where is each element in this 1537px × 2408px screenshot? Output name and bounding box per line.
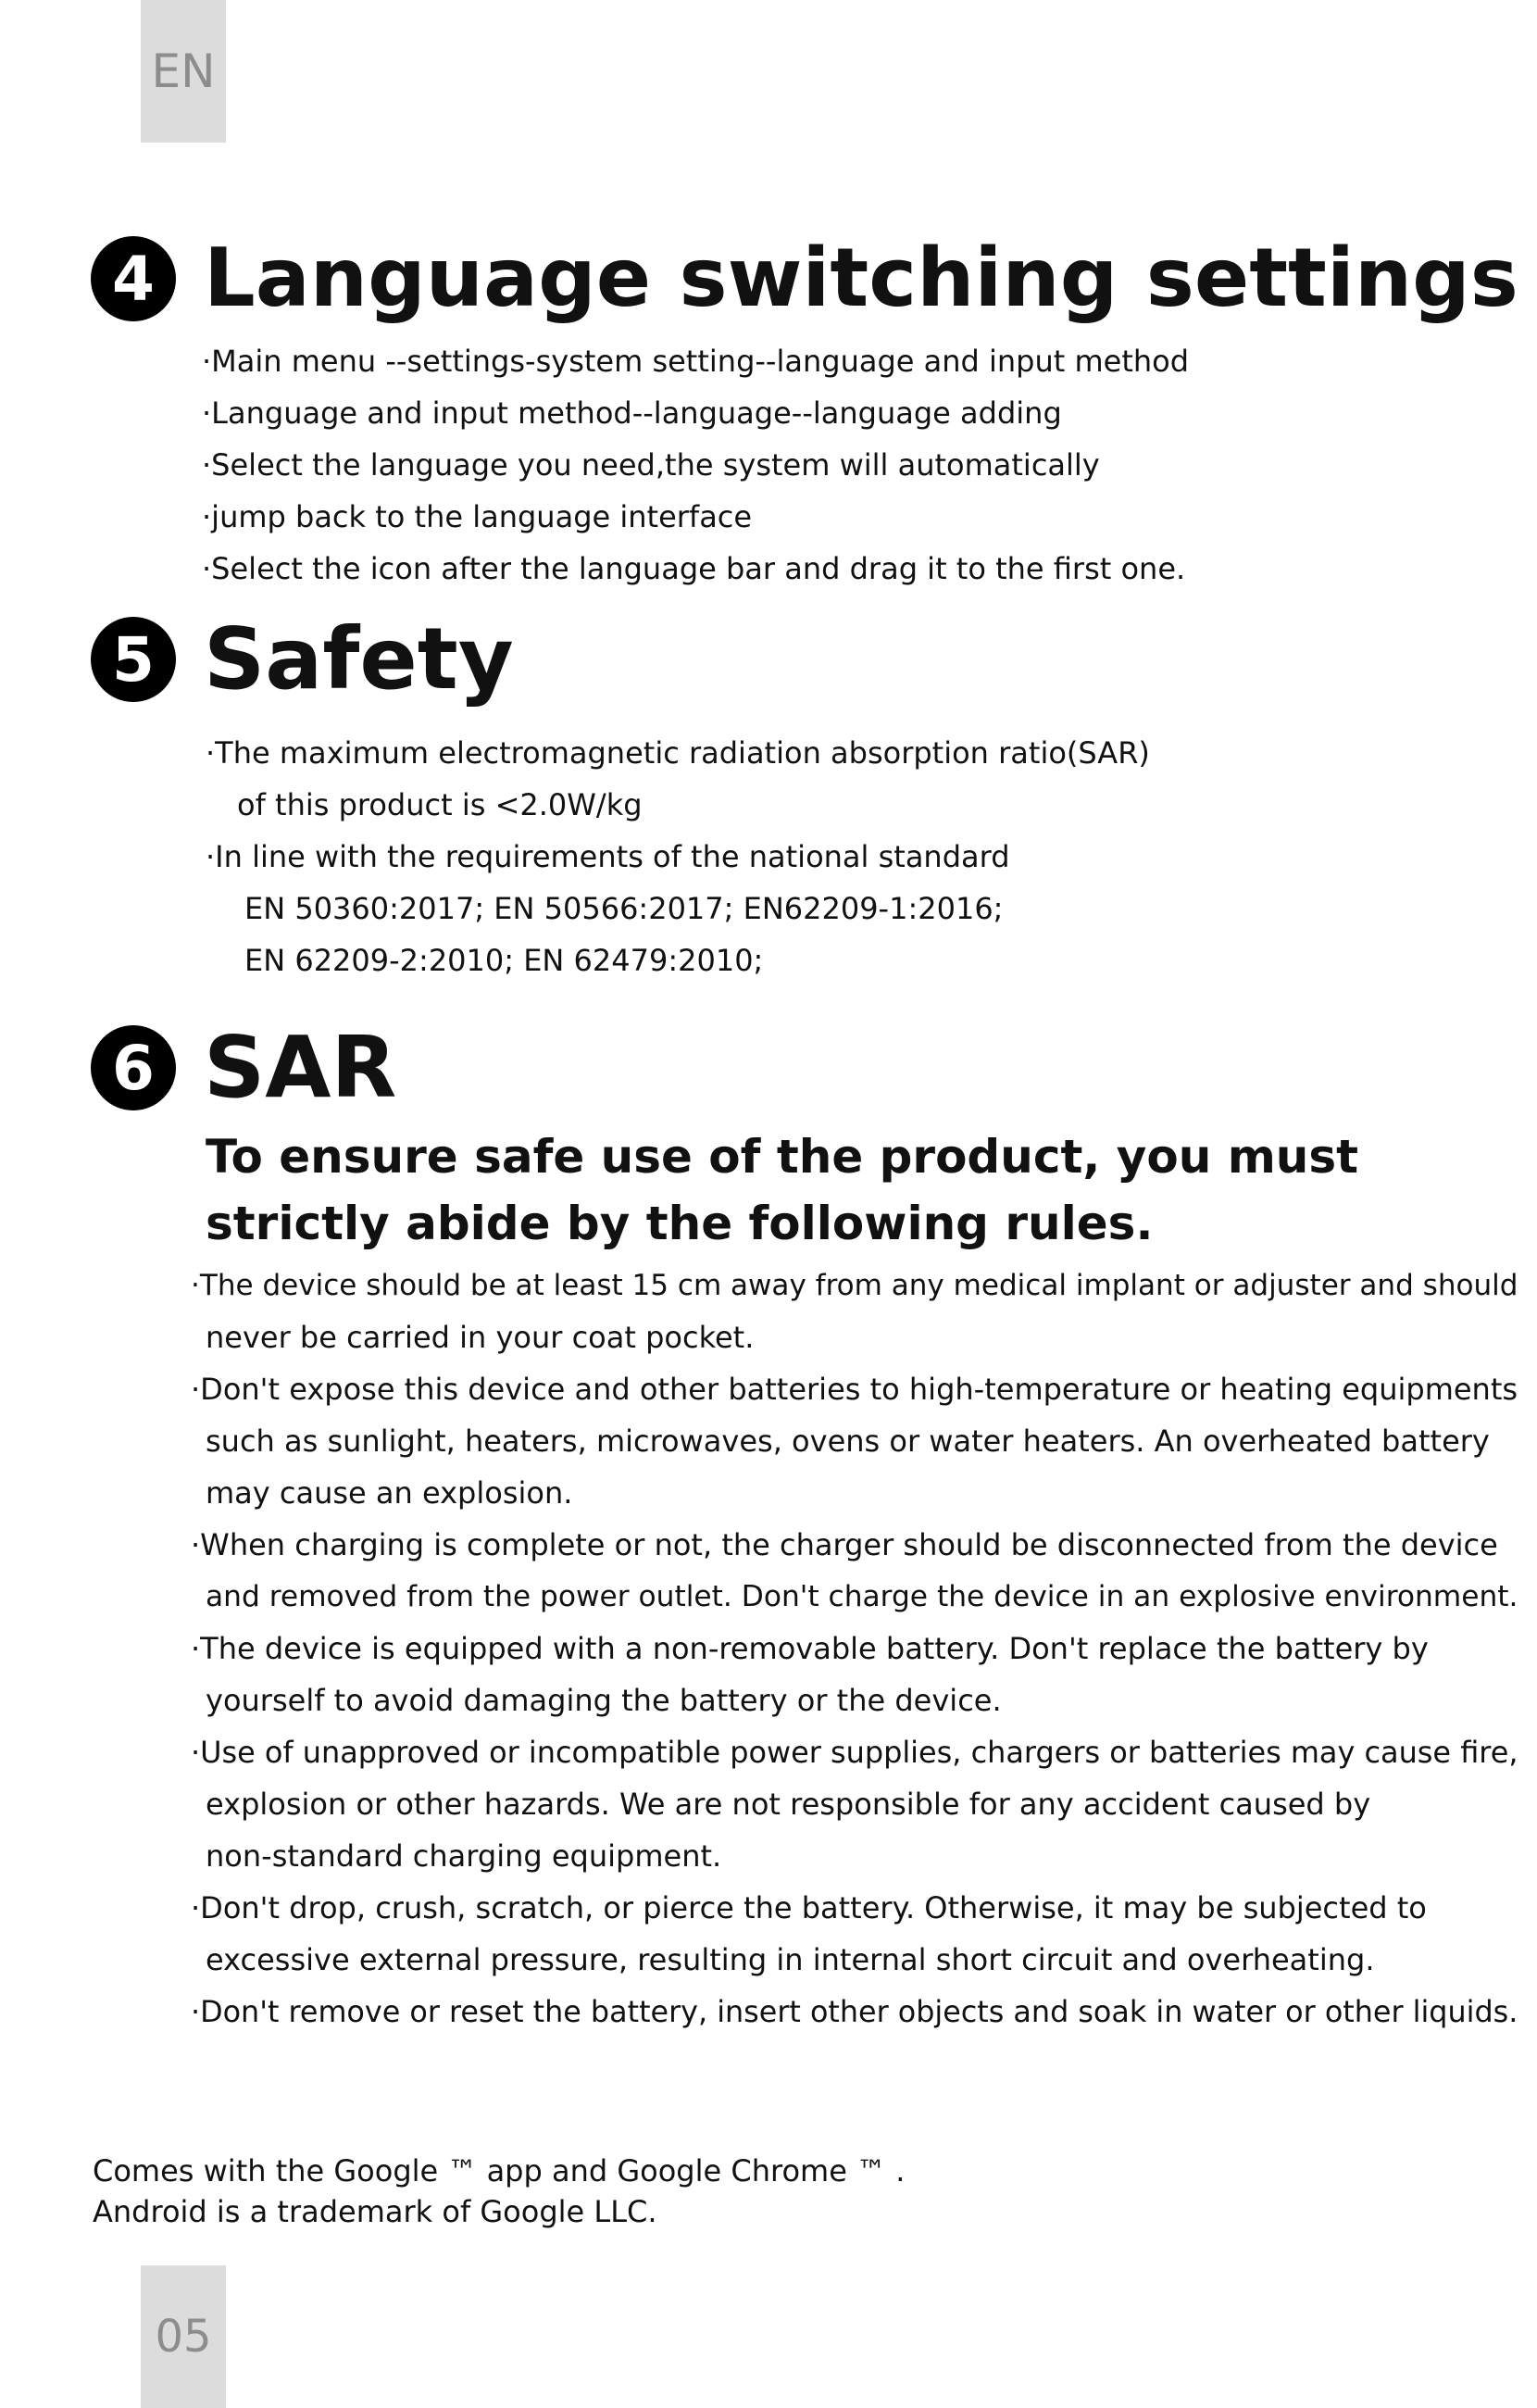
- page-number: 05: [141, 2265, 226, 2408]
- list-item: such as sunlight, heaters, microwaves, ovens or water heaters. An overheated battery: [206, 1423, 1490, 1459]
- list-item: may cause an explosion.: [206, 1475, 573, 1511]
- sar-subtitle: [206, 1123, 1358, 1257]
- language-tab: EN: [141, 0, 226, 143]
- footer-trademark: [93, 2151, 905, 2232]
- list-item: ·When charging is complete or not, the charger should be disconnected from the device: [191, 1527, 1498, 1562]
- list-item: ·In line with the requirements of the national standard: [206, 839, 1010, 874]
- list-item: and removed from the power outlet. Don't charge the device in an explosive environment.: [206, 1580, 1518, 1613]
- list-item: non-standard charging equipment.: [206, 1838, 722, 1874]
- list-item: ·Don't expose this device and other batteries to high-temperature or heating equipments: [191, 1372, 1518, 1407]
- list-item: of this product is <2.0W/kg: [237, 787, 643, 822]
- list-item: ·The maximum electromagnetic radiation absorption ratio(SAR): [206, 735, 1150, 771]
- list-item: ·jump back to the language interface: [202, 499, 753, 534]
- list-item: EN 62209-2:2010; EN 62479:2010;: [244, 943, 764, 978]
- list-item: yourself to avoid damaging the battery or the device.: [206, 1683, 1002, 1718]
- list-item: ·The device should be at least 15 cm away from any medical implant or adjuster and should: [191, 1269, 1518, 1302]
- list-item: ·Use of unapproved or incompatible power supplies, chargers or batteries may cause fire,: [191, 1735, 1518, 1770]
- list-item: ·Don't remove or reset the battery, insert other objects and soak in water or other liquids.: [191, 1994, 1518, 2029]
- footer-line: Comes with the Google ™ app and Google Chrome ™ .: [93, 2153, 906, 2189]
- list-item: EN 50360:2017; EN 50566:2017; EN62209-1:2016;: [244, 891, 1004, 926]
- list-item: ·Select the icon after the language bar and drag it to the first one.: [202, 551, 1186, 586]
- section-title-language-switching: Language switching settings: [204, 231, 1518, 326]
- list-item: ·Main menu --settings-system setting--language and input method: [202, 344, 1190, 379]
- section-number-6: 6: [91, 1025, 176, 1110]
- list-item: ·Don't drop, crush, scratch, or pierce the battery. Otherwise, it may be subjected to: [191, 1890, 1427, 1925]
- section-6-header: [91, 1018, 397, 1117]
- section-5-header: [91, 609, 514, 709]
- section-number-4: 4: [91, 236, 176, 321]
- list-item: ·The device is equipped with a non-removable battery. Don't replace the battery by: [191, 1631, 1429, 1666]
- list-item: explosion or other hazards. We are not responsible for any accident caused by: [206, 1787, 1371, 1822]
- sar-subtitle-line: To ensure safe use of the product, you must: [206, 1130, 1359, 1184]
- list-item: ·Select the language you need,the system will automatically: [202, 447, 1100, 483]
- list-item: never be carried in your coat pocket.: [206, 1320, 755, 1355]
- footer-line: Android is a trademark of Google LLC.: [93, 2194, 657, 2229]
- list-item: excessive external pressure, resulting in internal short circuit and overheating.: [206, 1942, 1375, 1977]
- section-number-5: 5: [91, 617, 176, 702]
- sar-subtitle-line: strictly abide by the following rules.: [206, 1197, 1154, 1250]
- section-title-sar: SAR: [204, 1018, 397, 1117]
- section-title-safety: Safety: [204, 609, 514, 709]
- list-item: ·Language and input method--language--language adding: [202, 395, 1062, 431]
- section-4-header: [91, 231, 1518, 326]
